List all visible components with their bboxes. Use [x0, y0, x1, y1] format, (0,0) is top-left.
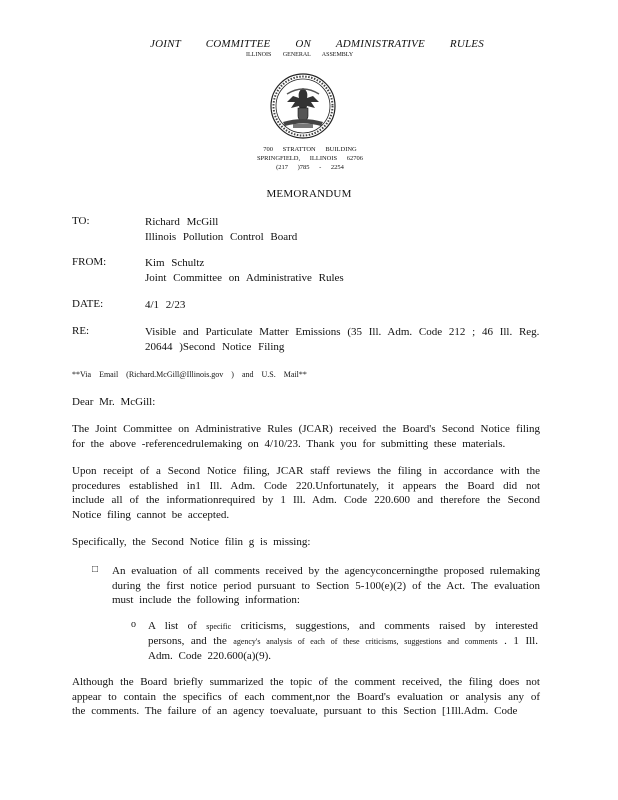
bullet2-text-citation: . 1 Ill. Adm. Code 220.600(a)(9).: [148, 635, 538, 662]
letterhead-subtitle: ILLINOIS GENERAL ASSEMBLY: [246, 52, 354, 58]
memo-title: MEMORANDUM: [266, 188, 352, 200]
to-name: Richard McGill: [145, 216, 219, 228]
letterhead-title: JOINT COMMITTEE ON ADMINISTRATIVE RULES: [150, 38, 484, 50]
bullet2-text-analysis: agency's analysis of each of these criticisms, suggestions and comments: [233, 637, 498, 646]
to-org: Illinois Pollution Control Board: [145, 231, 298, 243]
date-value: 4/1 2/23: [145, 299, 186, 311]
letterhead-address-line1: 700 STRATTON BUILDING: [263, 146, 357, 153]
via-line: **Via Email (Richard.McGill@Illinois.gov ) and U.S. Mail**: [72, 370, 307, 379]
paragraph-specifically: Specifically, the Second Notice filin g is missing:: [72, 536, 311, 548]
bullet-list-criticisms: [148, 619, 538, 663]
state-seal-icon: [269, 72, 337, 140]
bullet-circle-icon: o: [131, 619, 136, 630]
bullet2-text-a: A list of: [148, 620, 207, 632]
bullet2-text-c: criticisms, suggestions, and comments raised by interested persons, and the: [148, 620, 538, 647]
paragraph-review: Upon receipt of a Second Notice filing, JCAR staff reviews the filing in accordance with the procedures established in1 Ill. Adm. Code 220.Unfortunately, it appears the Board did not include all of the informationrequired by 1 Ill. Adm. Code 220.600 and therefore the Second Notice filing cannot be accepted.: [72, 465, 540, 521]
from-name: Kim Schultz: [145, 257, 205, 269]
re-line2: 20644 )Second Notice Filing: [145, 341, 285, 353]
re-line1: Visible and Particulate Matter Emissions (35 Ill. Adm. Code 212 ; 46 Ill. Reg.: [145, 326, 540, 338]
to-label: TO:: [72, 215, 90, 227]
bullet2-text-specific: specific: [206, 622, 232, 631]
bullet-evaluation: An evaluation of all comments received by the agencyconcerningthe proposed rulemaking during the first notice period pursuant to Section 5-100(e)(2) of the Act. The evaluation must include the following information:: [112, 565, 540, 606]
bullet-square-icon: □: [92, 564, 99, 575]
from-org: Joint Committee on Administrative Rules: [145, 272, 344, 284]
re-label: RE:: [72, 325, 90, 337]
date-label: DATE:: [72, 298, 104, 310]
letterhead-address-line2: SPRINGFIELD, ILLINOIS 62706: [256, 155, 364, 162]
from-label: FROM:: [72, 256, 107, 268]
paragraph-although: Although the Board briefly summarized the topic of the comment received, the filing does not appear to contain the specifics of each comment,nor the Board's evaluation or analysis any of the comments. The failure of an agency toevaluate, pursuant to this Section [1Ill.Adm. Code: [72, 676, 540, 717]
letterhead-phone: (217 )785 - 2254: [276, 164, 344, 171]
paragraph-receipt: The Joint Committee on Administrative Rules (JCAR) received the Board's Second Notice filing for the above -referencedrulemaking on 4/10/23. Thank you for submitting these materials.: [72, 423, 540, 450]
salutation: Dear Mr. McGill:: [72, 396, 156, 408]
